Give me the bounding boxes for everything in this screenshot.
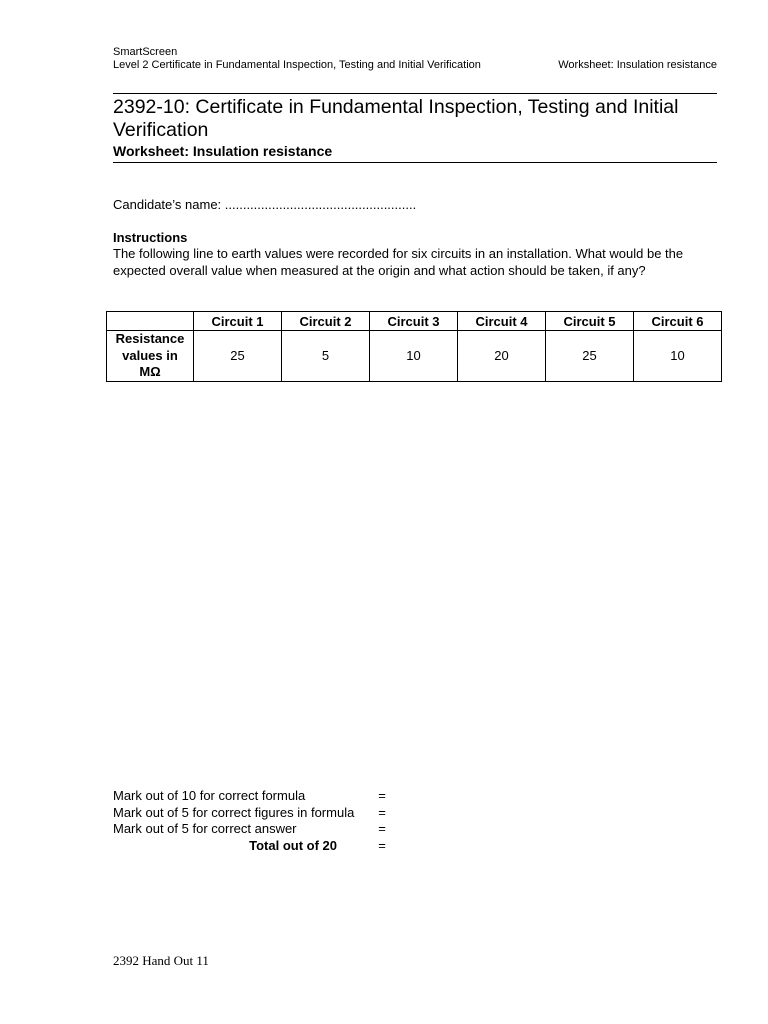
row-label-line: Resistance <box>115 331 185 346</box>
mark-label: Mark out of 10 for correct formula <box>113 788 306 803</box>
header-org: SmartScreen <box>113 46 178 58</box>
mark-label: Mark out of 5 for correct figures in formula <box>113 804 355 820</box>
table-cell: 10 <box>634 331 722 382</box>
mark-label: Mark out of 5 for correct answer <box>113 821 297 836</box>
row-label-line: values in <box>122 347 178 363</box>
table-header-cell: Circuit 2 <box>282 312 370 331</box>
instructions-text: The following line to earth values were recorded for six circuits in an installation. What would be the expected overall value when measured at the origin and what action should be taken, if any? <box>113 246 684 278</box>
table-header-cell: Circuit 5 <box>546 312 634 331</box>
header-worksheet-ref: Worksheet: Insulation resistance <box>558 59 717 71</box>
page-header <box>113 46 717 72</box>
mark-equals: = <box>378 788 386 803</box>
table-header-cell-empty <box>107 312 194 331</box>
table-cell: 20 <box>458 331 546 382</box>
row-label <box>107 331 194 382</box>
row-label-line: MΩ <box>139 364 161 379</box>
table-header-cell: Circuit 4 <box>458 312 546 331</box>
header-divider <box>113 93 717 94</box>
table-header-cell: Circuit 1 <box>194 312 282 331</box>
mark-line <box>113 821 388 838</box>
mark-line <box>113 788 388 805</box>
resistance-table <box>106 311 722 382</box>
total-label: Total out of 20 <box>249 837 337 853</box>
table-cell: 5 <box>282 331 370 382</box>
table-header-row <box>107 312 722 331</box>
mark-line <box>113 805 388 822</box>
table-row <box>107 331 722 382</box>
table-header-cell: Circuit 3 <box>370 312 458 331</box>
table-cell: 10 <box>370 331 458 382</box>
header-row <box>113 59 717 72</box>
table-cell: 25 <box>546 331 634 382</box>
header-course: Level 2 Certificate in Fundamental Inspection, Testing and Initial Verification <box>113 59 481 71</box>
table-header-cell: Circuit 6 <box>634 312 722 331</box>
total-line <box>113 838 388 855</box>
candidate-name-line: Candidate’s name: ..................................................... <box>113 197 417 212</box>
page-footer: 2392 Hand Out 11 <box>113 953 209 968</box>
instructions-heading: Instructions <box>113 230 188 245</box>
page-subtitle: Worksheet: Insulation resistance <box>113 143 333 159</box>
mark-equals: = <box>378 821 386 836</box>
mark-equals: = <box>378 804 386 820</box>
marking-scheme <box>113 788 388 854</box>
total-equals: = <box>378 837 386 853</box>
page-title: 2392-10: Certificate in Fundamental Inspection, Testing and Initial Verification <box>113 96 679 141</box>
table-cell: 25 <box>194 331 282 382</box>
title-divider <box>113 162 717 163</box>
